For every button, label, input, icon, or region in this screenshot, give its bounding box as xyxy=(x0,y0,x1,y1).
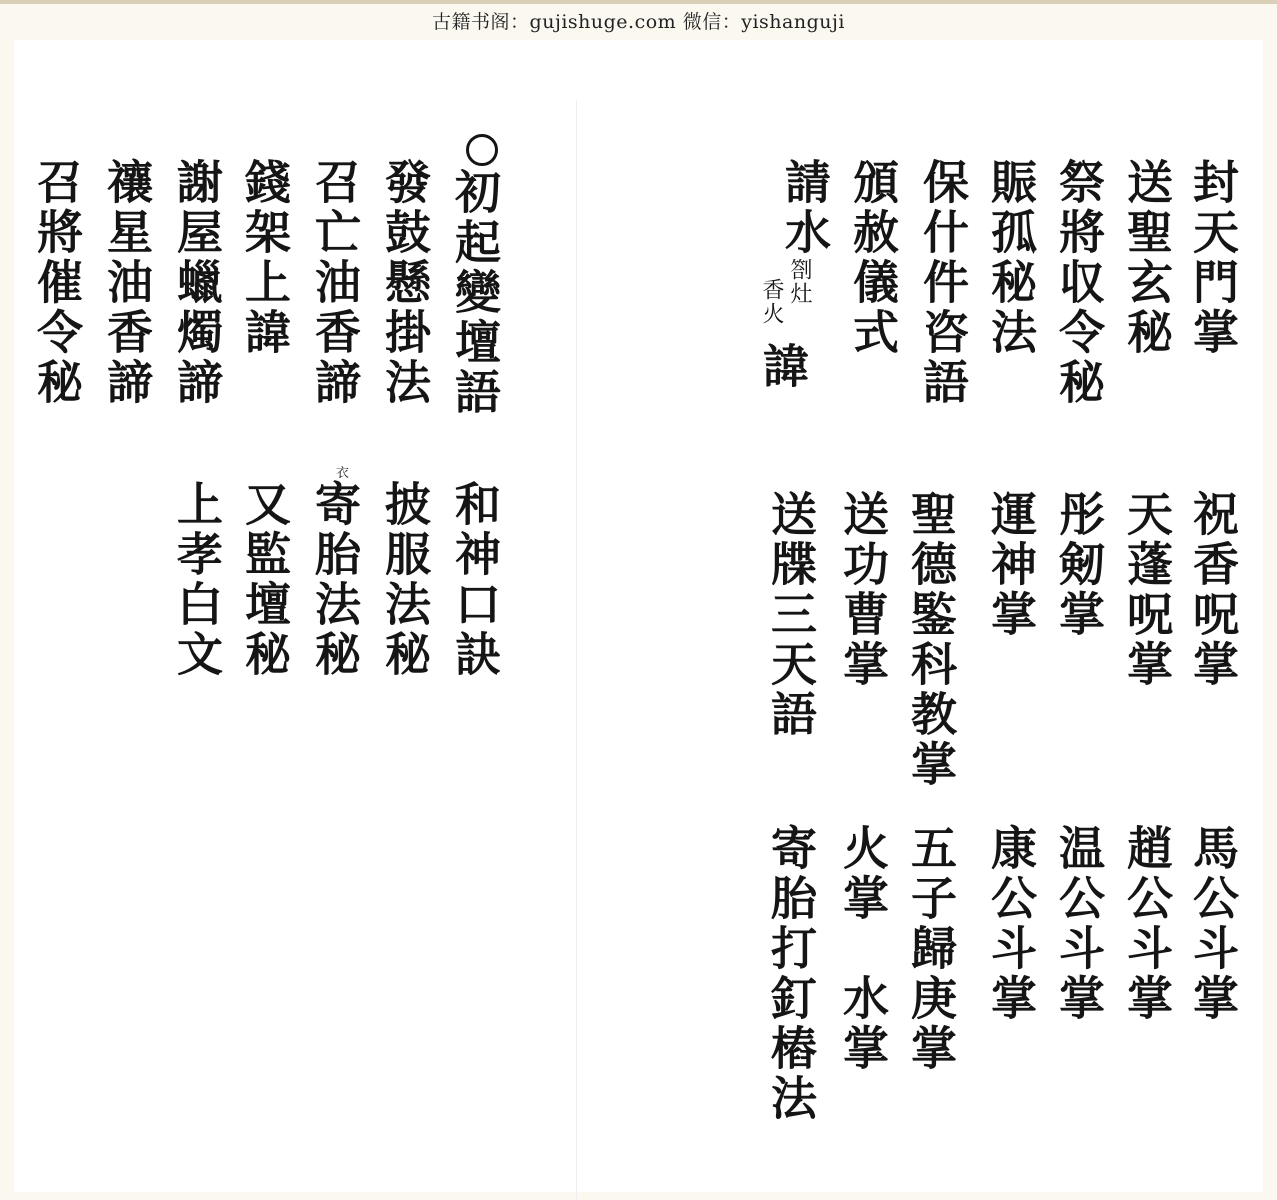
text-column: 賑孤秘法 xyxy=(984,158,1038,358)
text-column: 請水 xyxy=(778,158,832,258)
text-column: 寄胎打釘樁法 xyxy=(764,824,818,1124)
text-column: 保什件咨語 xyxy=(916,158,970,408)
text-column: 召將催令秘 xyxy=(30,158,84,408)
text-column: 諱 xyxy=(756,342,810,392)
top-border xyxy=(0,0,1277,4)
text-column: 温公斗掌 xyxy=(1052,824,1106,1024)
text-column: 初起變壇語 xyxy=(448,168,502,418)
text-column: 祝香呪掌 xyxy=(1186,490,1240,690)
text-column: 五子歸庚掌 xyxy=(904,824,958,1074)
text-column: 馬公斗掌 xyxy=(1186,824,1240,1024)
text-column: 禳星油香諦 xyxy=(100,158,154,408)
annotation-mark: 衣 xyxy=(336,466,350,481)
text-column: 頒赦儀式 xyxy=(846,158,900,358)
text-column: 發鼓懸掛法 xyxy=(378,158,432,408)
book-page xyxy=(14,40,1263,1192)
text-column: 寄胎法秘 xyxy=(308,480,362,680)
text-column: 謝屋蠟燭諦 xyxy=(170,158,224,408)
text-column: 封天門掌 xyxy=(1186,158,1240,358)
text-column: 火掌 水掌 xyxy=(836,824,890,1074)
text-column: 送聖玄秘 xyxy=(1120,158,1174,358)
text-column: 又監壇秘 xyxy=(238,480,292,680)
text-column: 上孝白文 xyxy=(170,480,224,680)
text-column: 康公斗掌 xyxy=(984,824,1038,1024)
text-column: 天蓬呪掌 xyxy=(1120,490,1174,690)
interlinear-note: 劄灶 xyxy=(787,258,812,306)
circle-mark-icon xyxy=(466,134,498,166)
text-column: 祭將収令秘 xyxy=(1052,158,1106,408)
text-column: 錢架上諱 xyxy=(238,158,292,358)
text-column: 送牒三天語 xyxy=(764,490,818,740)
text-column: 聖德鍳科教掌 xyxy=(904,490,958,790)
text-column: 趙公斗掌 xyxy=(1120,824,1174,1024)
text-column: 和神口訣 xyxy=(448,480,502,680)
watermark-header: 古籍书阁：gujishuge.com 微信：yishanguji xyxy=(432,11,845,33)
text-column: 送功曹掌 xyxy=(836,490,890,690)
page-gutter xyxy=(576,100,577,1200)
interlinear-note: 香火 xyxy=(759,278,784,326)
text-column: 彤剱掌 xyxy=(1052,490,1106,640)
text-column: 召亡油香諦 xyxy=(308,158,362,408)
text-column: 披服法秘 xyxy=(378,480,432,680)
text-column: 運神掌 xyxy=(984,490,1038,640)
